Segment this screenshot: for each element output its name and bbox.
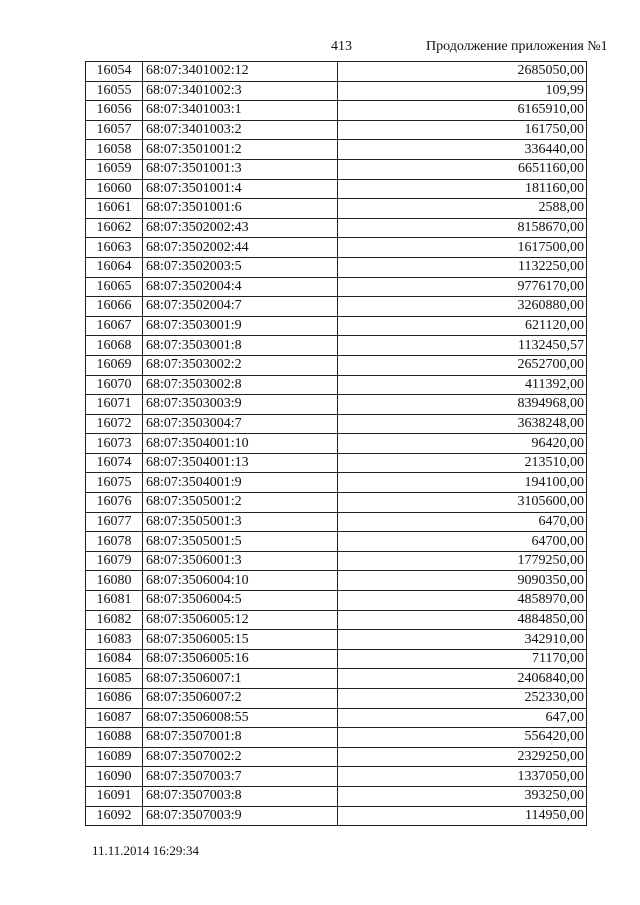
value-cell: 194100,00 (338, 473, 587, 493)
table-row (86, 669, 587, 689)
table-row (86, 649, 587, 669)
value-cell: 336440,00 (338, 140, 587, 160)
value-cell: 647,00 (338, 708, 587, 728)
value-cell: 2406840,00 (338, 669, 587, 689)
value-cell: 161750,00 (338, 120, 587, 140)
value-cell: 1337050,00 (338, 767, 587, 787)
cadastral-number-cell: 68:07:3502004:4 (143, 277, 338, 297)
value-cell: 213510,00 (338, 453, 587, 473)
row-number-cell: 16092 (86, 806, 143, 826)
value-cell: 181160,00 (338, 179, 587, 199)
table-row (86, 434, 587, 454)
value-cell: 114950,00 (338, 806, 587, 826)
cadastral-number-cell: 68:07:3504001:9 (143, 473, 338, 493)
row-number-cell: 16059 (86, 159, 143, 179)
table-row (86, 199, 587, 219)
print-timestamp: 11.11.2014 16:29:34 (92, 843, 200, 858)
cadastral-number-cell: 68:07:3401002:3 (143, 81, 338, 101)
appendix-label: Продолжение приложения №1 (426, 39, 608, 54)
table-row (86, 767, 587, 787)
table-row (86, 62, 587, 82)
cadastral-number-cell: 68:07:3507002:2 (143, 747, 338, 767)
row-number-cell: 16081 (86, 591, 143, 611)
value-cell: 556420,00 (338, 728, 587, 748)
table-row (86, 179, 587, 199)
table-row (86, 297, 587, 317)
value-cell: 9776170,00 (338, 277, 587, 297)
row-number-cell: 16080 (86, 571, 143, 591)
cadastral-number-cell: 68:07:3504001:10 (143, 434, 338, 454)
table-row (86, 571, 587, 591)
table-row (86, 747, 587, 767)
cadastral-number-cell: 68:07:3506004:10 (143, 571, 338, 591)
table-row (86, 630, 587, 650)
value-cell: 3260880,00 (338, 297, 587, 317)
table-row (86, 81, 587, 101)
value-cell: 1779250,00 (338, 551, 587, 571)
cadastral-number-cell: 68:07:3503002:8 (143, 375, 338, 395)
row-number-cell: 16086 (86, 689, 143, 709)
value-cell: 4884850,00 (338, 610, 587, 630)
row-number-cell: 16066 (86, 297, 143, 317)
value-cell: 3105600,00 (338, 493, 587, 513)
value-cell: 252330,00 (338, 689, 587, 709)
cadastral-number-cell: 68:07:3501001:6 (143, 199, 338, 219)
land-value-table (85, 61, 587, 826)
cadastral-number-cell: 68:07:3501001:3 (143, 159, 338, 179)
row-number-cell: 16058 (86, 140, 143, 160)
row-number-cell: 16065 (86, 277, 143, 297)
cadastral-number-cell: 68:07:3506001:3 (143, 551, 338, 571)
cadastral-number-cell: 68:07:3502003:5 (143, 257, 338, 277)
value-cell: 2652700,00 (338, 355, 587, 375)
value-cell: 8158670,00 (338, 218, 587, 238)
value-cell: 9090350,00 (338, 571, 587, 591)
value-cell: 6470,00 (338, 512, 587, 532)
table-row (86, 786, 587, 806)
table-row (86, 532, 587, 552)
table-row (86, 453, 587, 473)
table-row (86, 708, 587, 728)
row-number-cell: 16073 (86, 434, 143, 454)
cadastral-number-cell: 68:07:3506008:55 (143, 708, 338, 728)
value-cell: 393250,00 (338, 786, 587, 806)
value-cell: 71170,00 (338, 649, 587, 669)
cadastral-number-cell: 68:07:3506005:15 (143, 630, 338, 650)
cadastral-number-cell: 68:07:3502004:7 (143, 297, 338, 317)
table-row (86, 473, 587, 493)
cadastral-number-cell: 68:07:3506007:1 (143, 669, 338, 689)
cadastral-number-cell: 68:07:3505001:2 (143, 493, 338, 513)
table-row (86, 218, 587, 238)
table-row (86, 336, 587, 356)
cadastral-number-cell: 68:07:3507003:8 (143, 786, 338, 806)
row-number-cell: 16070 (86, 375, 143, 395)
cadastral-number-cell: 68:07:3505001:3 (143, 512, 338, 532)
value-cell: 411392,00 (338, 375, 587, 395)
value-cell: 2329250,00 (338, 747, 587, 767)
table-row (86, 689, 587, 709)
cadastral-number-cell: 68:07:3401002:12 (143, 62, 338, 82)
value-cell: 64700,00 (338, 532, 587, 552)
row-number-cell: 16055 (86, 81, 143, 101)
cadastral-number-cell: 68:07:3507001:8 (143, 728, 338, 748)
cadastral-number-cell: 68:07:3507003:9 (143, 806, 338, 826)
row-number-cell: 16087 (86, 708, 143, 728)
row-number-cell: 16085 (86, 669, 143, 689)
row-number-cell: 16075 (86, 473, 143, 493)
table-body (86, 62, 587, 826)
row-number-cell: 16089 (86, 747, 143, 767)
cadastral-number-cell: 68:07:3503004:7 (143, 414, 338, 434)
table-row (86, 140, 587, 160)
row-number-cell: 16071 (86, 395, 143, 415)
cadastral-number-cell: 68:07:3506007:2 (143, 689, 338, 709)
table-row (86, 395, 587, 415)
row-number-cell: 16057 (86, 120, 143, 140)
value-cell: 2588,00 (338, 199, 587, 219)
cadastral-number-cell: 68:07:3505001:5 (143, 532, 338, 552)
table-row (86, 610, 587, 630)
value-cell: 4858970,00 (338, 591, 587, 611)
row-number-cell: 16061 (86, 199, 143, 219)
row-number-cell: 16090 (86, 767, 143, 787)
value-cell: 3638248,00 (338, 414, 587, 434)
row-number-cell: 16078 (86, 532, 143, 552)
row-number-cell: 16084 (86, 649, 143, 669)
row-number-cell: 16076 (86, 493, 143, 513)
row-number-cell: 16060 (86, 179, 143, 199)
table-row (86, 414, 587, 434)
table-row (86, 120, 587, 140)
table-row (86, 355, 587, 375)
row-number-cell: 16082 (86, 610, 143, 630)
cadastral-number-cell: 68:07:3502002:44 (143, 238, 338, 258)
cadastral-number-cell: 68:07:3502002:43 (143, 218, 338, 238)
table-row (86, 591, 587, 611)
table-row (86, 728, 587, 748)
cadastral-number-cell: 68:07:3504001:13 (143, 453, 338, 473)
row-number-cell: 16068 (86, 336, 143, 356)
value-cell: 1132450,57 (338, 336, 587, 356)
value-cell: 1132250,00 (338, 257, 587, 277)
value-cell: 6651160,00 (338, 159, 587, 179)
row-number-cell: 16074 (86, 453, 143, 473)
table-row (86, 316, 587, 336)
table-row (86, 375, 587, 395)
table-row (86, 238, 587, 258)
row-number-cell: 16067 (86, 316, 143, 336)
table-row (86, 551, 587, 571)
cadastral-number-cell: 68:07:3503003:9 (143, 395, 338, 415)
row-number-cell: 16056 (86, 101, 143, 121)
cadastral-number-cell: 68:07:3401003:1 (143, 101, 338, 121)
table-row (86, 512, 587, 532)
row-number-cell: 16091 (86, 786, 143, 806)
row-number-cell: 16088 (86, 728, 143, 748)
cadastral-number-cell: 68:07:3503001:8 (143, 336, 338, 356)
row-number-cell: 16062 (86, 218, 143, 238)
value-cell: 1617500,00 (338, 238, 587, 258)
row-number-cell: 16072 (86, 414, 143, 434)
row-number-cell: 16054 (86, 62, 143, 82)
table-row (86, 493, 587, 513)
value-cell: 6165910,00 (338, 101, 587, 121)
cadastral-number-cell: 68:07:3506005:16 (143, 649, 338, 669)
row-number-cell: 16083 (86, 630, 143, 650)
table-row (86, 101, 587, 121)
value-cell: 8394968,00 (338, 395, 587, 415)
cadastral-number-cell: 68:07:3503002:2 (143, 355, 338, 375)
value-cell: 2685050,00 (338, 62, 587, 82)
value-cell: 342910,00 (338, 630, 587, 650)
value-cell: 621120,00 (338, 316, 587, 336)
page-number: 413 (331, 39, 352, 54)
row-number-cell: 16077 (86, 512, 143, 532)
value-cell: 96420,00 (338, 434, 587, 454)
cadastral-number-cell: 68:07:3501001:4 (143, 179, 338, 199)
cadastral-number-cell: 68:07:3501001:2 (143, 140, 338, 160)
cadastral-number-cell: 68:07:3401003:2 (143, 120, 338, 140)
row-number-cell: 16079 (86, 551, 143, 571)
cadastral-number-cell: 68:07:3503001:9 (143, 316, 338, 336)
cadastral-number-cell: 68:07:3507003:7 (143, 767, 338, 787)
row-number-cell: 16064 (86, 257, 143, 277)
cadastral-number-cell: 68:07:3506005:12 (143, 610, 338, 630)
row-number-cell: 16069 (86, 355, 143, 375)
table-row (86, 257, 587, 277)
row-number-cell: 16063 (86, 238, 143, 258)
value-cell: 109,99 (338, 81, 587, 101)
table-row (86, 806, 587, 826)
table-row (86, 159, 587, 179)
table-row (86, 277, 587, 297)
cadastral-number-cell: 68:07:3506004:5 (143, 591, 338, 611)
